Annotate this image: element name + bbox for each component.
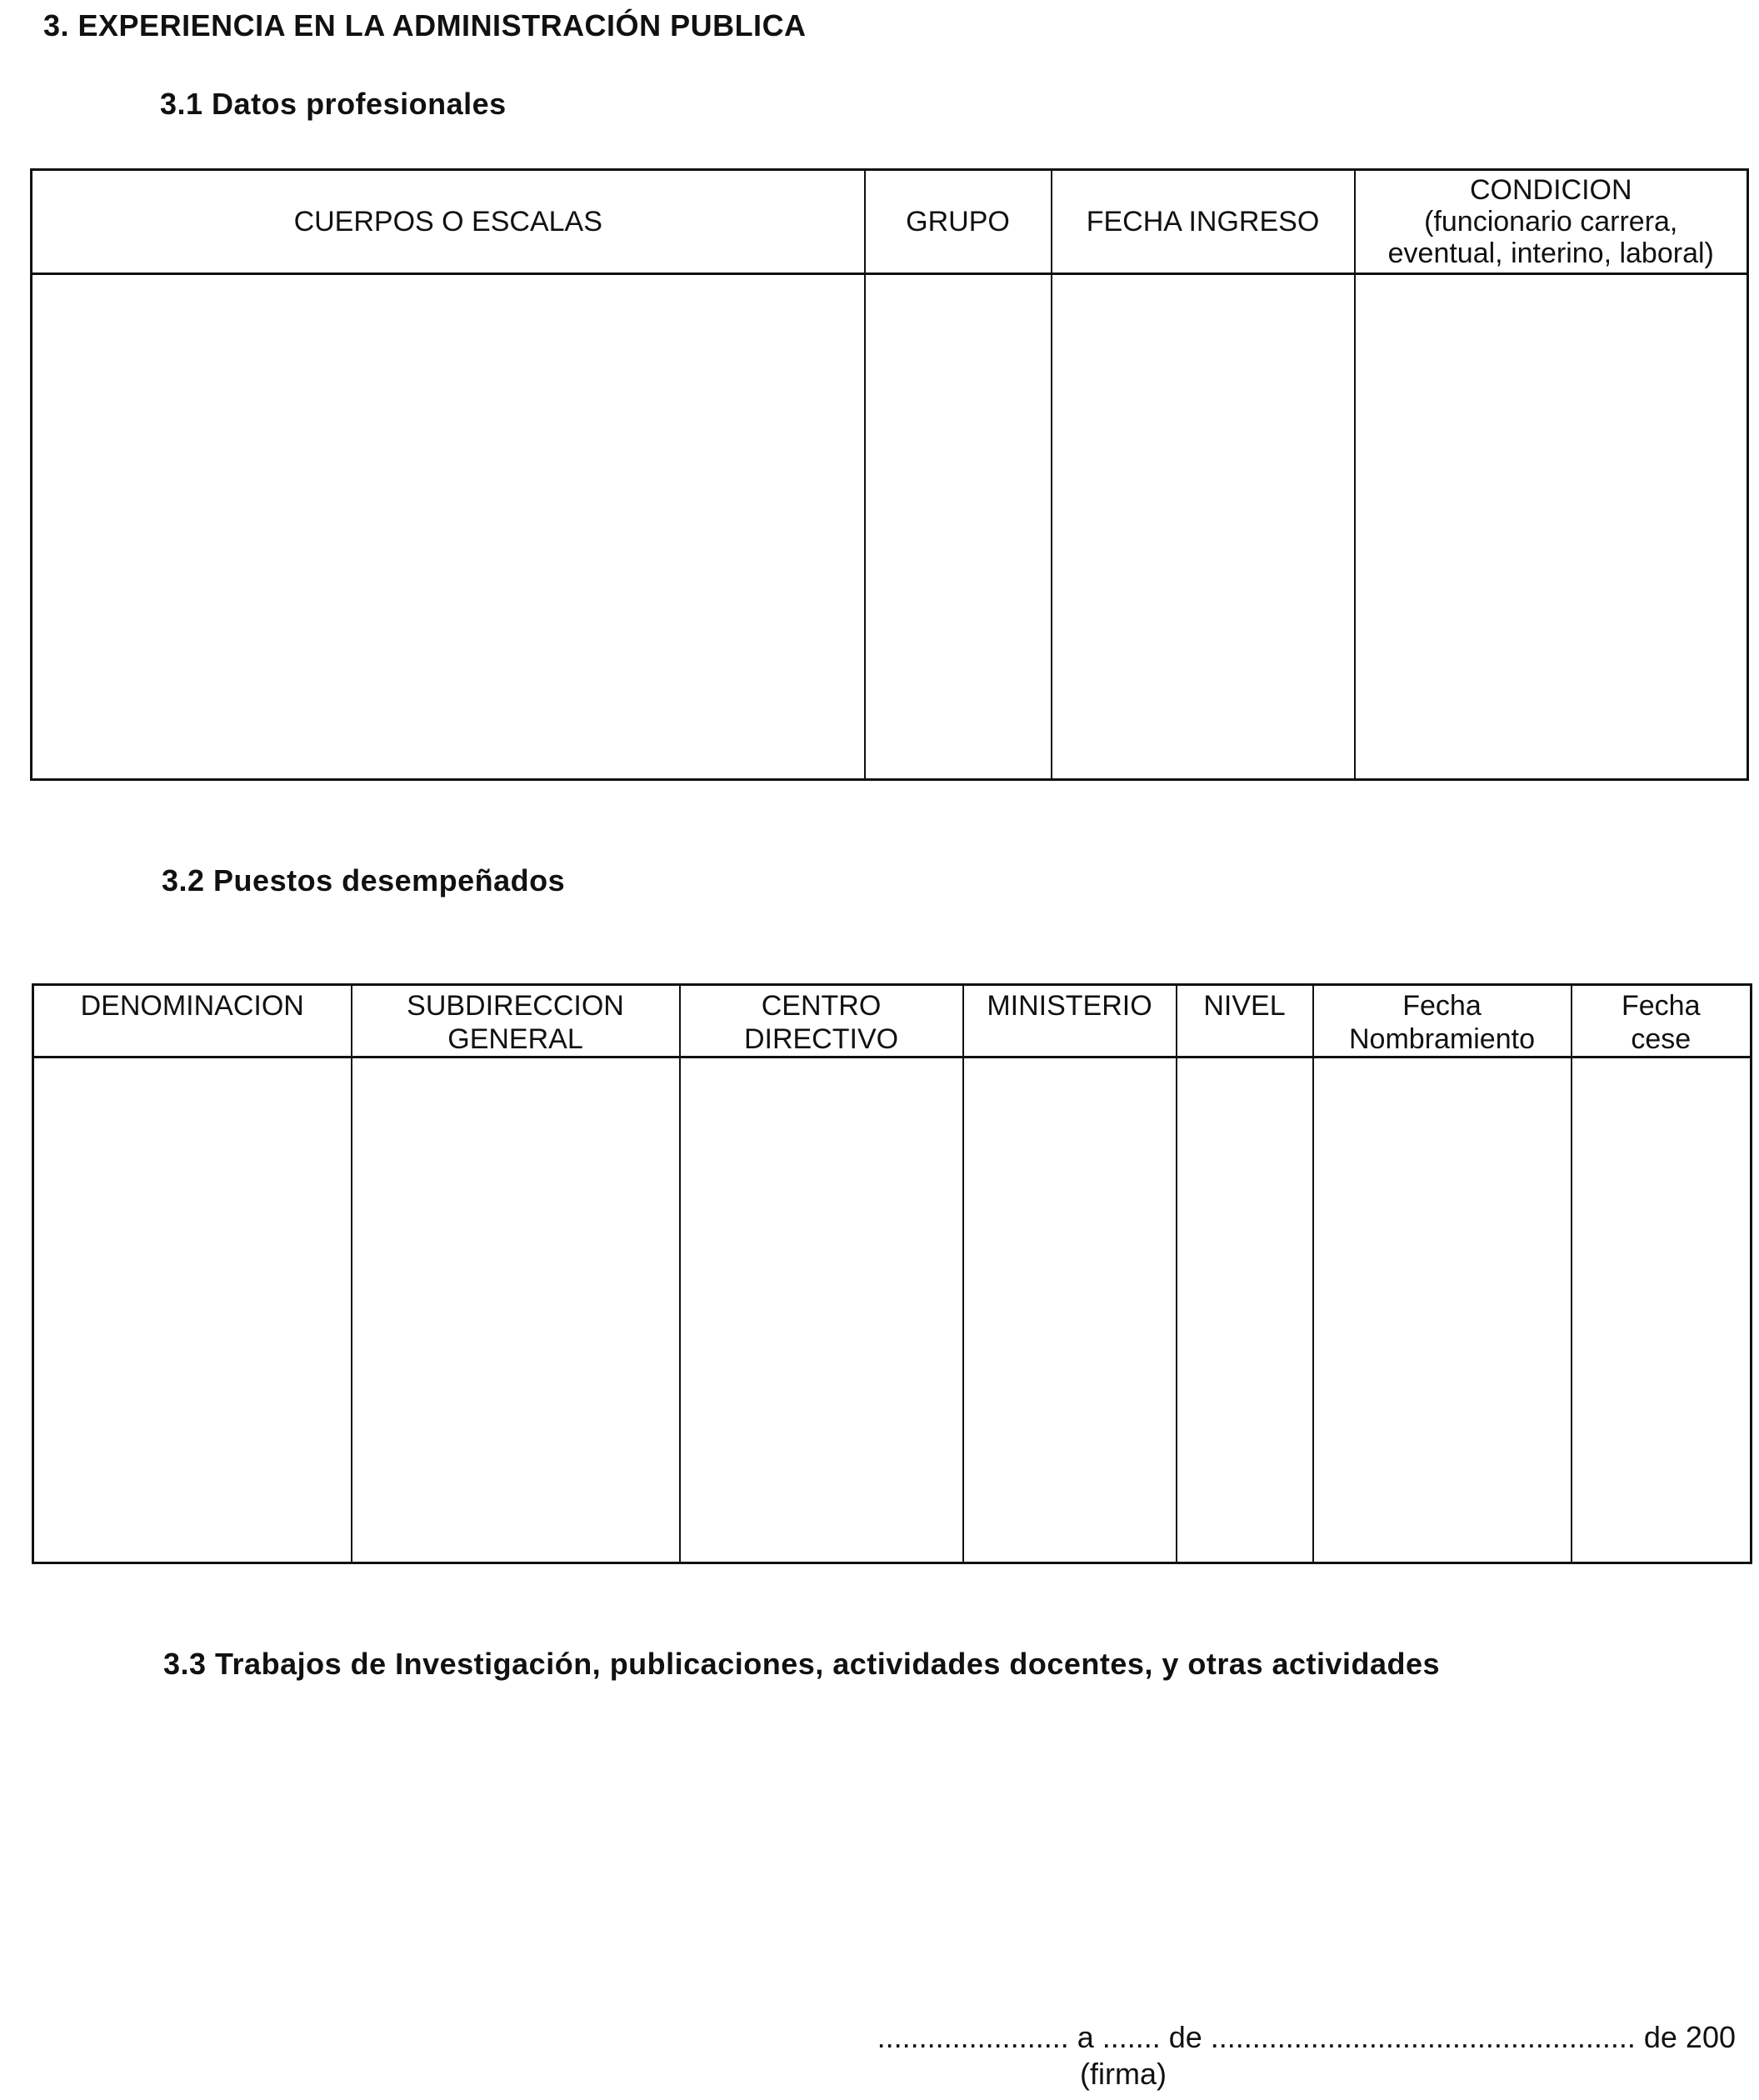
- column-header-fecha-nombramiento: Fecha Nombramiento: [1313, 985, 1572, 1058]
- ministerio-cell[interactable]: [963, 1058, 1177, 1563]
- grupo-cell[interactable]: [865, 274, 1052, 780]
- fecha-cese-cell[interactable]: [1572, 1058, 1752, 1563]
- column-header-grupo: GRUPO: [865, 170, 1052, 274]
- cuerpos-cell[interactable]: [32, 274, 865, 780]
- column-header-fecha-cese: Fecha cese: [1572, 985, 1752, 1058]
- column-header-condicion: CONDICION (funcionario carrera, eventual, interino, laboral): [1355, 170, 1748, 274]
- column-header-denominacion: DENOMINACION: [33, 985, 352, 1058]
- table-row: [33, 1058, 1752, 1563]
- puestos-title: 3.2 Puestos desempeñados: [162, 863, 566, 898]
- nivel-cell[interactable]: [1177, 1058, 1313, 1563]
- column-header-subdireccion: SUBDIRECCION GENERAL: [352, 985, 680, 1058]
- condicion-cell[interactable]: [1355, 274, 1748, 780]
- signature-label: (firma): [1080, 2057, 1167, 2091]
- section-title: 3. EXPERIENCIA EN LA ADMINISTRACIÓN PUBLICA: [43, 8, 807, 42]
- puestos-table: [32, 983, 1752, 1564]
- signature-date-line: ....................... a ....... de ................................................... de 200: [877, 2020, 1736, 2054]
- centro-directivo-cell[interactable]: [680, 1058, 963, 1563]
- datos-profesionales-table: [30, 168, 1749, 781]
- denominacion-cell[interactable]: [33, 1058, 352, 1563]
- fecha-nombramiento-cell[interactable]: [1313, 1058, 1572, 1563]
- table-row: [32, 274, 1748, 780]
- column-header-ministerio: MINISTERIO: [963, 985, 1177, 1058]
- table-header-row: [32, 170, 1748, 274]
- column-header-fecha-ingreso: FECHA INGRESO: [1052, 170, 1355, 274]
- column-header-nivel: NIVEL: [1177, 985, 1313, 1058]
- table-header-row: [33, 985, 1752, 1058]
- datos-profesionales-title: 3.1 Datos profesionales: [160, 87, 507, 121]
- column-header-centro-directivo: CENTRO DIRECTIVO: [680, 985, 963, 1058]
- trabajos-title: 3.3 Trabajos de Investigación, publicaciones, actividades docentes, y otras actividades: [163, 1647, 1441, 1681]
- subdireccion-cell[interactable]: [352, 1058, 680, 1563]
- column-header-cuerpos: CUERPOS O ESCALAS: [32, 170, 865, 274]
- fecha-ingreso-cell[interactable]: [1052, 274, 1355, 780]
